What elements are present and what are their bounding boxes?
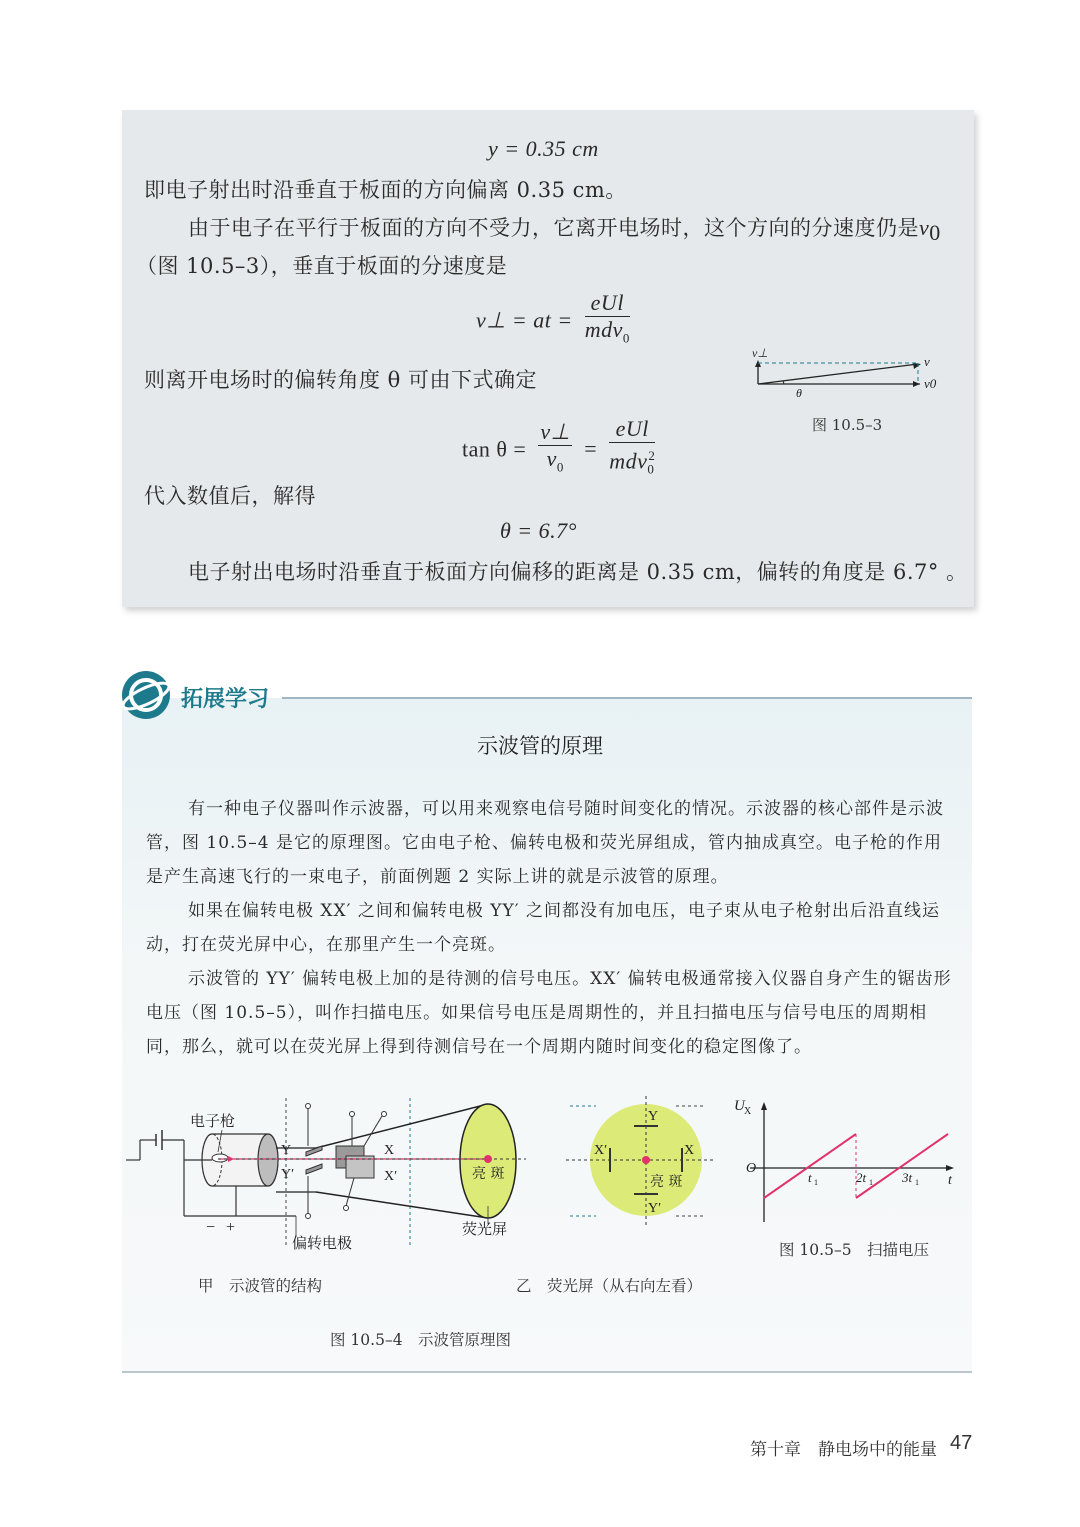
paragraph-2: 如果在偏转电极 XX′ 之间和偏转电极 YY′ 之间都没有加电压，电子束从电子枪射出后沿直线运动，打在荧光屏中心，在那里产生一个亮斑。 bbox=[146, 901, 940, 955]
svg-text:t: t bbox=[808, 1170, 812, 1185]
equation-y: y = 0.35 cm bbox=[488, 136, 599, 161]
page-number: 47 bbox=[950, 1432, 973, 1454]
svg-text:Y: Y bbox=[281, 1143, 292, 1158]
figure-10-5-3-caption: 图 10.5–3 bbox=[812, 416, 883, 434]
label-v: v bbox=[924, 354, 930, 369]
svg-text:X: X bbox=[744, 1106, 752, 1117]
figure-b-caption: 乙 荧光屏（从右向左看） bbox=[516, 1277, 703, 1295]
paragraph-1: 有一种电子仪器叫作示波器，可以用来观察电信号随时间变化的情况。示波器的核心部件是示波管，图 10.5–4 是它的原理图。它由电子枪、偏转电极和荧光屏组成，管内抽成真空。电子枪的作用是产生高速飞行的一束电子，前面例题 2 实际上讲的就是示波管的原理。 bbox=[146, 799, 944, 887]
text-line-5: 代入数值后，解得 bbox=[144, 484, 316, 508]
label-v-perp: v⊥ bbox=[752, 346, 768, 360]
svg-text:Y: Y bbox=[648, 1109, 659, 1124]
figure-a-caption: 甲 示波管的结构 bbox=[198, 1277, 323, 1295]
section-header-rule bbox=[282, 697, 972, 699]
svg-text:X′: X′ bbox=[384, 1169, 398, 1184]
figure-10-5-5-caption: 图 10.5–5 扫描电压 bbox=[779, 1241, 930, 1259]
extension-text bbox=[146, 792, 956, 1064]
svg-text:1: 1 bbox=[869, 1178, 873, 1187]
paragraph-3: 示波管的 YY′ 偏转电极上加的是待测的信号电压。XX′ 偏转电极通常接入仪器自身产生的锯齿形电压（图 10.5–5），叫作扫描电压。如果信号电压是周期性的，并且扫描电压与信号电压的周期相同，那么，就可以在荧光屏上得到待测信号在一个周期内随时间变化的稳定图像了。 bbox=[146, 969, 952, 1057]
label-v0: v0 bbox=[924, 376, 937, 391]
svg-text:3t: 3t bbox=[902, 1170, 913, 1185]
equation-theta-value: θ = 6.7° bbox=[500, 518, 577, 543]
svg-text:1: 1 bbox=[915, 1178, 919, 1187]
label-theta: θ bbox=[796, 386, 802, 400]
svg-text:X: X bbox=[384, 1143, 395, 1158]
text-line-6: 电子射出电场时沿垂直于板面方向偏移的距离是 0.35 cm，偏转的角度是 6.7° 。 bbox=[188, 560, 968, 584]
globe-logo-icon bbox=[120, 669, 172, 721]
gun-label: 电子枪 bbox=[190, 1112, 236, 1130]
svg-text:X: X bbox=[684, 1143, 695, 1158]
extension-header: 拓展学习 bbox=[181, 687, 270, 712]
svg-text:Y′: Y′ bbox=[281, 1167, 295, 1182]
svg-text:1: 1 bbox=[814, 1178, 818, 1187]
equation-tan-theta: tan θ = $\frac{v\perp}{v_0}$ = $\frac{\text{eUl}}{mdv_0^2}$ bbox=[462, 416, 656, 477]
figure-10-5-4-caption: 图 10.5–4 示波管原理图 bbox=[330, 1331, 512, 1349]
oscilloscope-tube-diagram bbox=[126, 1096, 566, 1256]
text-line-2: 由于电子在平行于板面的方向不受力，它离开电场时，这个方向的分速度仍是$v_0$ bbox=[188, 215, 941, 246]
svg-text:O: O bbox=[746, 1161, 757, 1176]
electrode-label: 偏转电极 bbox=[292, 1234, 353, 1252]
svg-text:−: − bbox=[206, 1219, 216, 1236]
screen-label: 荧光屏 bbox=[462, 1220, 508, 1238]
text-line-4: 则离开电场时的偏转角度 θ 可由下式确定 bbox=[144, 368, 537, 392]
text-line-3: （图 10.5–3），垂直于板面的分速度是 bbox=[136, 254, 508, 278]
section-title: 示波管的原理 bbox=[477, 734, 603, 758]
velocity-vector-diagram bbox=[744, 346, 944, 406]
screen-front-view-diagram bbox=[566, 1096, 716, 1236]
svg-text:U: U bbox=[734, 1098, 745, 1114]
svg-text:2t: 2t bbox=[856, 1170, 867, 1185]
svg-text:t: t bbox=[948, 1173, 952, 1188]
chapter-footer: 第十章 静电场中的能量 bbox=[750, 1440, 937, 1460]
sweep-voltage-graph bbox=[730, 1092, 960, 1232]
svg-text:Y′: Y′ bbox=[648, 1201, 662, 1216]
svg-text:X′: X′ bbox=[594, 1143, 608, 1158]
spot-label: 亮 斑 bbox=[472, 1166, 505, 1182]
text-line-1: 即电子射出时沿垂直于板面的方向偏离 0.35 cm。 bbox=[144, 178, 627, 202]
section-bottom-rule bbox=[122, 1371, 972, 1373]
example-solution-box bbox=[122, 110, 974, 607]
svg-text:+: + bbox=[226, 1219, 236, 1236]
equation-v-perp: v⊥ = at = $\frac{\text{eUl}}{mdv_0}$ bbox=[476, 290, 630, 346]
svg-text:亮 斑: 亮 斑 bbox=[650, 1174, 683, 1190]
